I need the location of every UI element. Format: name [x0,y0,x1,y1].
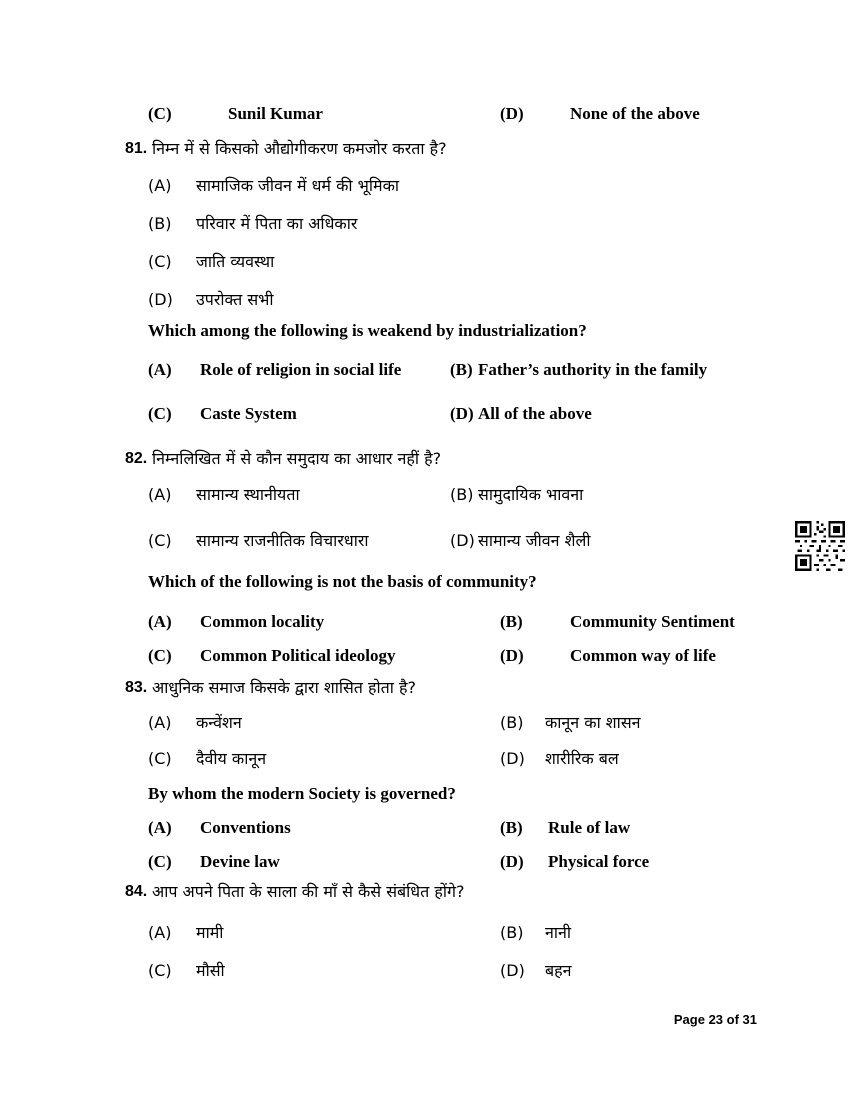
option [500,748,757,770]
option-text: Conventions [200,818,291,837]
page-footer: Page 23 of 31 [673,1012,757,1027]
option-label: (C) [148,646,172,665]
option-label: (C) [148,252,172,271]
option-label: (C) [148,852,172,871]
option [148,403,450,425]
option-label: (B) [450,485,474,504]
option [148,712,500,734]
option-text: Caste System [200,404,297,423]
option-label: (C) [148,531,172,550]
option-text: सामान्य जीवन शैली [478,531,591,550]
option-text: जाति व्यवस्था [196,252,275,271]
option-text: Devine law [200,852,280,871]
option [148,922,500,944]
option-text: सामुदायिक भावना [478,485,584,504]
options-row [148,359,757,381]
question-number: 84. [125,883,148,900]
option [148,645,500,667]
option [148,213,757,235]
option-text: दैवीय कानून [196,749,267,768]
option [500,851,757,873]
option [148,817,500,839]
option-text: सामान्य स्थानीयता [196,485,300,504]
option-label: (B) [500,612,523,631]
option-label: (B) [500,818,523,837]
options-row-continuation [148,103,757,125]
option-text: None of the above [570,104,700,123]
option-label: (A) [148,176,172,195]
options-row [148,484,757,506]
question-number: 83. [125,679,148,696]
question-line [125,448,757,470]
option-text: Common Political ideology [200,646,396,665]
option [500,611,757,633]
question-text-hindi: निम्नलिखित में से कौन समुदाय का आधार नहीं है? [152,449,442,468]
option-label: (C) [148,749,172,768]
option-text: Sunil Kumar [228,104,323,123]
options-row [148,403,757,425]
option-label: (D) [450,531,475,550]
option-label: (D) [500,852,524,871]
option-text: Common locality [200,612,325,631]
option [148,851,500,873]
option [450,403,757,425]
question-text-hindi: निम्न में से किसको औद्योगीकरण कमजोर करता है? [152,139,447,158]
option-label: (D) [450,404,474,423]
option-text: कानून का शासन [545,713,641,732]
option [148,175,757,197]
option-text: Common way of life [570,646,716,665]
option [148,251,757,273]
option-text: नानी [545,923,572,942]
option [500,960,757,982]
option-text: Physical force [548,852,650,871]
options-row [148,530,757,552]
option-text: मामी [196,923,224,942]
option-label: (A) [148,923,172,942]
option-label: (B) [500,713,524,732]
option [500,922,757,944]
option-text: उपरोक्त सभी [196,290,274,309]
question-text-english: Which of the following is not the basis of community? [148,572,537,591]
option [500,645,757,667]
option-text: मौसी [196,961,225,980]
question-line [125,138,757,160]
option [148,611,500,633]
option-label: (B) [148,214,172,233]
option-label: (C) [148,404,172,423]
option-text: परिवार में पिता का अधिकार [196,214,358,233]
question-number: 81. [125,140,148,157]
question-text-english: By whom the modern Society is governed? [148,784,456,803]
option-label: (B) [500,923,524,942]
options-row [148,611,757,633]
option-label: (D) [500,961,525,980]
option-label: (A) [148,612,172,631]
question-line [125,881,757,903]
options-row [148,960,757,982]
option-label: (D) [500,104,524,123]
options-row [148,922,757,944]
option [450,484,757,506]
options-row [148,851,757,873]
option-text: शारीरिक बल [545,749,619,768]
option-label: (C) [148,961,172,980]
options-row [148,817,757,839]
option [148,530,450,552]
option-label: (D) [500,646,524,665]
options-row [148,645,757,667]
option-text: सामाजिक जीवन में धर्म की भूमिका [196,176,399,195]
question-line [125,677,757,699]
option [148,484,450,506]
option-label: (C) [148,104,172,123]
option-label: (D) [148,290,173,309]
option [500,712,757,734]
question-text-hindi: आधुनिक समाज किसके द्वारा शासित होता है? [152,678,416,697]
question-text-hindi: आप अपने पिता के साला की माँ से कैसे संबंधित होंगे? [152,882,465,901]
option-label: (A) [148,818,172,837]
option-text: बहन [545,961,572,980]
qr-code [794,521,846,571]
option [500,103,757,125]
option-label: (A) [148,360,172,379]
option-text: कन्वेंशन [196,713,242,732]
option-label: (A) [148,485,172,504]
option [450,530,757,552]
option [148,748,500,770]
question-text-english: Which among the following is weakend by industrialization? [148,321,587,340]
option-label: (A) [148,713,172,732]
option-text: Rule of law [548,818,631,837]
option-text: Role of religion in social life [200,360,402,379]
options-row [148,748,757,770]
options-row [148,712,757,734]
option-label: (D) [500,749,525,768]
option-text: All of the above [478,404,592,423]
option [500,817,757,839]
option-label: (B) [450,360,473,379]
option [148,103,500,125]
option-text: Father’s authority in the family [478,360,708,379]
option [148,289,757,311]
option [148,960,500,982]
option [148,359,450,381]
option-text: सामान्य राजनीतिक विचारधारा [196,531,369,550]
option-text: Community Sentiment [570,612,735,631]
option [450,359,757,381]
question-number: 82. [125,450,148,467]
